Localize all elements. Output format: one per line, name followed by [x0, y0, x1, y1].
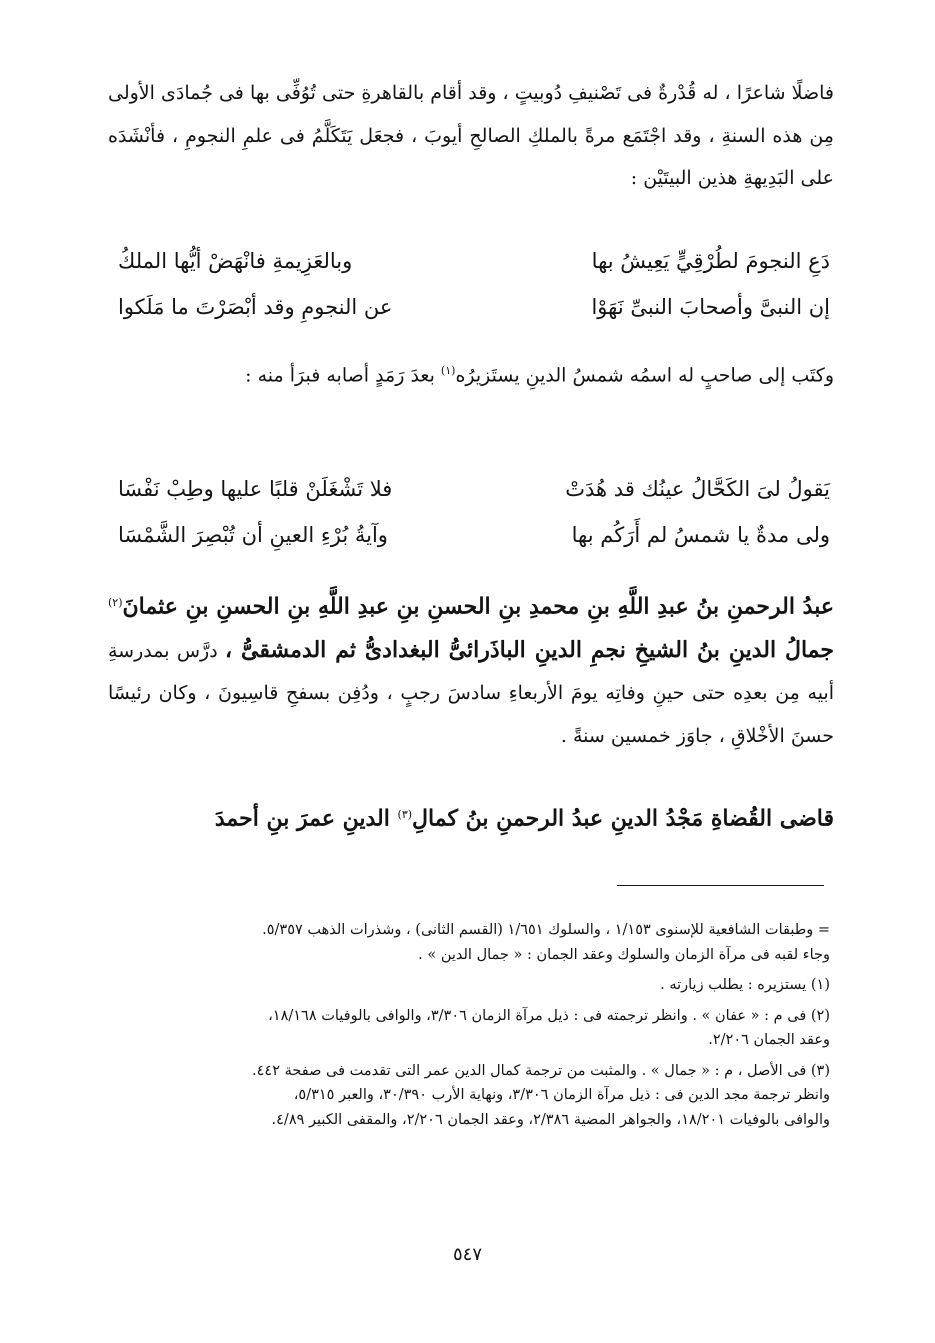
entry-heading: قاضى القُضاةِ مَجْدُ الدينِ عبدُ الرحمنِ بنُ كمالِ [412, 805, 834, 832]
entry-text: درَّس بمدرسةِ أبيه مِن بعدِه حتى حينِ وفاتِه يومَ الأربعاءِ سادسَ رجبٍ ، ودُفِن بسفحِ قاسِيونَ ، وكان رئيسًا حسنَ الأخْلاقِ ، جاوَز خمسين سنةً . [108, 639, 834, 747]
footnote-text: وانظر ترجمة مجد الدين فى : ذيل مرآة الزمان ٣/٣٠٦، ونهاية الأرب ٣٠/٣٩٠، والعبر ٥/٣١٥، [293, 1087, 830, 1103]
biography-entry-1 [108, 582, 834, 757]
footnote-3 [118, 1059, 830, 1133]
footnote-ref: (١) [440, 364, 456, 377]
hemistich-first: يَقولُ لىَ الكَحَّالُ عينُك قد هُدَتْ [565, 477, 830, 501]
footnote-continued [118, 918, 830, 967]
poem-1 [118, 238, 830, 330]
footnote-text: = وطبقات الشافعية للإسنوى ١/١٥٣ ، والسلوك ١/٦٥١ (القسم الثانى) ، وشذرات الذهب ٥/٣٥٧. [262, 922, 830, 938]
entry-heading: عبدُ الرحمنِ بنُ عبدِ اللَّهِ بنِ محمدِ بنِ الحسنِ بنِ عبدِ اللَّهِ بنِ الحسنِ بنِ عثمانَ [122, 593, 834, 620]
hemistich-first: دَعِ النجومَ لطُرْقِيٍّ يَعِيشُ بها [591, 249, 830, 273]
footnote-text: والوافى بالوفيات ١٨/٢٠١، والجواهر المضية ٢/٣٨٦، وعقد الجمان ٢/٢٠٦، والمقفى الكبير ٤/٨٩. [271, 1111, 830, 1128]
hemistich-second: وبالعَزِيمةِ فانْهَضْ أيُّها الملكُ [118, 249, 353, 273]
footnote-separator [617, 885, 824, 886]
verse-line [118, 284, 830, 330]
paragraph-text [108, 794, 834, 841]
footnote-ref: (٣) [397, 808, 413, 821]
paragraph-2 [108, 350, 834, 397]
footnote-text: (٣) فى الأصل ، م : « جمال » . والمثبت من ترجمة كمال الدين عمر التى تقدمت فى صفحة ٤٤٢. [252, 1062, 830, 1079]
entry-heading-cont: جمالُ الدينِ بنُ الشيخِ نجمِ الدينِ الباذَرائىُّ البغدادىُّ ثم الدمشقىُّ ، [225, 636, 834, 663]
footnotes [118, 918, 830, 1138]
paragraph-text [108, 582, 834, 757]
paragraph-text-start: وكتَب إلى صاحبٍ له اسمُه شمسُ الدينِ يستَزيرُه [455, 364, 834, 387]
verse-line [118, 238, 830, 284]
hemistich-second: عن النجومِ وقد أبْصَرْتَ ما مَلَكوا [118, 295, 393, 319]
footnote-text: (٢) فى م : « عفان » . وانظر ترجمته فى : ذيل مرآة الزمان ٣/٣٠٦، والوافى بالوفيات ١٨/١٦٨، [268, 1007, 830, 1024]
hemistich-second: وآيةُ بُرْءِ العينِ أن تُبْصِرَ الشَّمْسَا [118, 523, 388, 547]
paragraph-1 [108, 72, 834, 200]
poem-2 [118, 466, 830, 558]
footnote-text: وجاء لقبه فى مرآة الزمان والسلوك وعقد الجمان : « جمال الدين » . [418, 946, 830, 963]
footnote-1: (١) يستزيره : يطلب زيارته . [660, 977, 830, 993]
page-number: ٥٤٧ [452, 1244, 482, 1265]
footnote-ref: (٢) [108, 596, 123, 609]
entry-heading-cont: الدينِ عمرَ بنِ أحمدَ [214, 805, 398, 832]
footnote-2 [118, 1004, 830, 1053]
verse-line [118, 512, 830, 558]
paragraph-text [108, 350, 834, 397]
biography-entry-2 [108, 794, 834, 841]
hemistich-first: إن النبىَّ وأصحابَ النبىِّ نَهَوْا [591, 295, 830, 319]
hemistich-second: فلا تَشْغَلَنْ قلبًا عليها وطِبْ نَفْسَا [118, 477, 393, 501]
hemistich-first: ولى مدةٌ يا شمسُ لم أَرَكُم بها [571, 523, 830, 547]
paragraph-text-end: بعدَ رَمَدٍ أصابه فبرَأ منه : [245, 364, 441, 387]
paragraph-text: فاضلًا شاعرًا ، له قُدْرةٌ فى تَصْنيفِ دُوبيتٍ ، وقد أقام بالقاهرةِ حتى تُوُفِّى بها فى جُمادَى الأولى مِن هذه السنةِ ، وقد اجْتَمَع مرةً بالملكِ الصالحِ أيوبَ ، فجعَل يَتَكَلَّمُ فى علمِ النجومِ ، فأنْشَدَه على البَدِيهةِ هذين البيتَيْن : [108, 82, 834, 189]
footnote-text: وعقد الجمان ٢/٢٠٦. [708, 1032, 830, 1048]
verse-line [118, 466, 830, 512]
